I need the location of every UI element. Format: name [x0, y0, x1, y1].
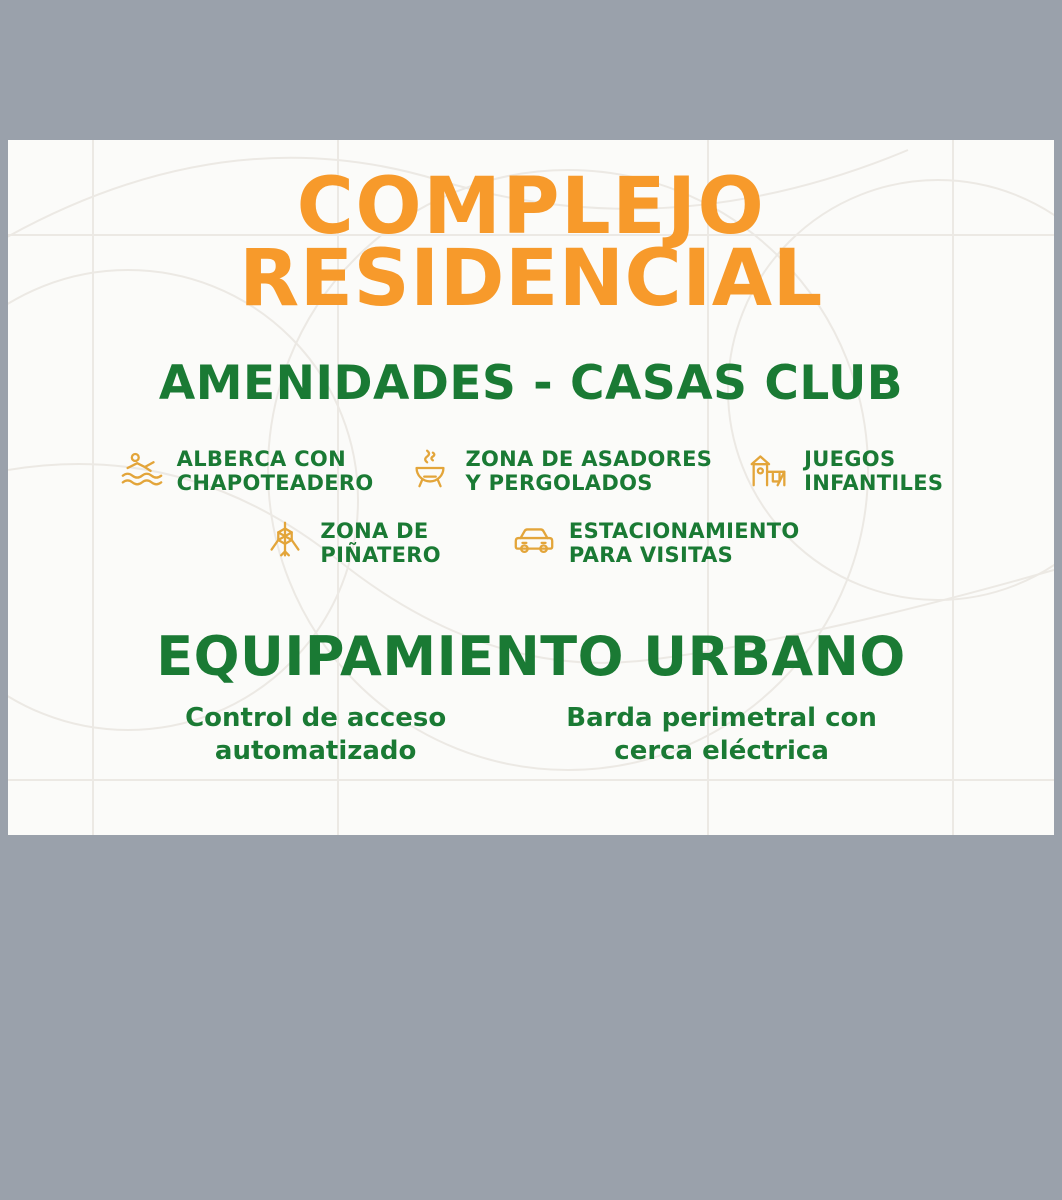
title-line-1: COMPLEJO	[296, 162, 766, 252]
flyer-content	[8, 140, 1054, 835]
amenity-label	[804, 445, 943, 495]
amenity-line-2: PARA VISITAS	[568, 542, 734, 567]
amenity-line-1: ZONA DE	[320, 518, 429, 543]
urban-item-line-2: automatizado	[214, 735, 417, 766]
urban-item-barda-perimetral	[566, 702, 877, 767]
amenity-pinatero	[262, 517, 441, 567]
amenities-row-1	[48, 445, 1014, 495]
amenity-alberca	[119, 445, 374, 495]
amenity-line-2: PIÑATERO	[320, 542, 441, 567]
amenity-line-1: JUEGOS	[804, 446, 896, 471]
amenity-line-2: Y PERGOLADOS	[465, 470, 653, 495]
flyer-card	[8, 140, 1054, 835]
amenities-list	[48, 445, 1014, 568]
equipamiento-urbano-heading: EQUIPAMIENTO URBANO	[156, 625, 906, 689]
amenity-asadores	[407, 445, 712, 495]
amenity-estacionamiento	[511, 517, 800, 567]
car-icon	[511, 517, 557, 563]
amenities-row-2	[48, 517, 1014, 567]
amenity-label	[569, 517, 800, 567]
equipamiento-urbano-section	[48, 625, 1014, 767]
subtitle-amenidades: AMENIDADES - CASAS CLUB	[158, 355, 904, 411]
urban-item-line-2: cerca eléctrica	[614, 735, 829, 766]
urban-item-line-1: Control de acceso	[185, 703, 447, 734]
amenity-line-1: ZONA DE ASADORES	[465, 446, 713, 471]
amenity-label	[177, 445, 374, 495]
grill-icon	[407, 445, 453, 491]
pinata-icon	[262, 517, 308, 563]
amenity-line-2: CHAPOTEADERO	[176, 470, 374, 495]
amenity-line-2: INFANTILES	[804, 470, 944, 495]
playground-icon	[746, 445, 792, 491]
title-line-2: RESIDENCIAL	[239, 233, 823, 324]
urban-item-line-1: Barda perimetral con	[566, 703, 877, 734]
urban-item-control-acceso	[185, 702, 446, 767]
equipamiento-urbano-items	[48, 702, 1014, 767]
swimmer-icon	[119, 445, 165, 491]
amenity-line-1: ESTACIONAMIENTO	[568, 518, 800, 543]
amenity-line-1: ALBERCA CON	[176, 446, 346, 471]
amenity-label	[465, 445, 712, 495]
page-title	[48, 162, 1014, 324]
amenity-label	[320, 517, 441, 567]
amenity-juegos	[746, 445, 943, 495]
